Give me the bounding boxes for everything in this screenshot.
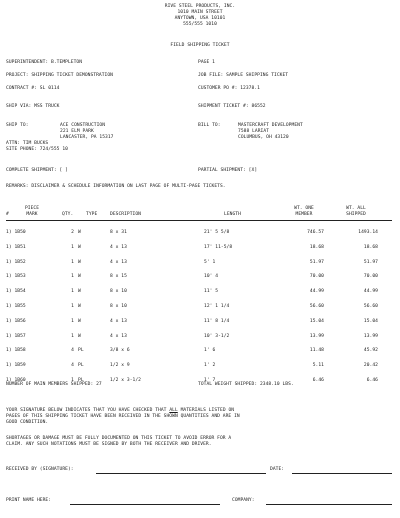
print-name-line[interactable] (70, 504, 220, 505)
qty-cell: 1 (71, 244, 74, 250)
col-wt-all-header: SHIPPED (346, 212, 366, 217)
col-wt-one-header: MEMBER (295, 212, 313, 217)
description-cell: 8 x 15 (110, 274, 127, 280)
wt-all-cell: 13.99 (363, 333, 378, 339)
description-cell: 4 x 13 (110, 244, 127, 250)
signature-note: PAGES OF THIS SHIPPING TICKET HAVE BEEN RECEIVED IN THE SHOWN QUANTITIES AND ARE IN (6, 414, 240, 419)
attn: ATTN: TIM BUCKS (6, 141, 49, 146)
wt-all-cell: 70.00 (363, 274, 378, 280)
description-cell: 1/2 x 9 (110, 363, 130, 369)
project: PROJECT: SHIPPING TICKET DEMONSTRATION (6, 73, 113, 78)
shortage-note: SHORTAGES OR DAMAGE MUST BE FULLY DOCUMENTED ON THIS TICKET TO AVOID ERROR FOR A (6, 436, 232, 441)
col-description-header: DESCRIPTION (110, 212, 141, 217)
main-members-shipped: NUMBER OF MAIN MEMBERS SHIPPED: 27 (6, 382, 102, 387)
wt-one-cell: 5.11 (312, 363, 324, 369)
wt-all-cell: 44.99 (363, 289, 378, 295)
piece-mark-cell: 1) 1B58 (6, 348, 26, 354)
bill-to-line: 7588 LARIAT (238, 129, 269, 134)
wt-all-cell: 1493.14 (358, 230, 378, 235)
qty-cell: 2 (71, 230, 74, 235)
piece-mark-cell: 1) 1B51 (6, 244, 26, 250)
wt-one-cell: 15.04 (309, 318, 324, 324)
type-cell: PL (78, 363, 84, 369)
company-label: COMPANY: (232, 498, 255, 503)
wt-all-cell: 51.97 (363, 259, 378, 265)
length-cell: 10' 4 (204, 274, 219, 280)
received-by-label: RECEIVED BY (SIGNATURE): (6, 467, 74, 472)
job-file: JOB FILE: SAMPLE SHIPPING TICKET (198, 73, 289, 78)
length-cell: 1' 2 (204, 363, 216, 369)
table-header-rule (6, 220, 392, 221)
piece-mark-cell: 1) 1B55 (6, 304, 26, 309)
type-cell: W (78, 333, 81, 339)
wt-all-cell: 45.92 (363, 348, 378, 354)
qty-cell: 1 (71, 274, 74, 280)
col-piece-mark-header: MARK (26, 212, 38, 217)
signature-note: GOOD CONDITION. (6, 420, 49, 425)
wt-all-cell: 6.46 (366, 378, 378, 383)
description-cell: 3/8 x 6 (110, 348, 130, 354)
type-cell: W (78, 244, 81, 250)
qty-cell: 4 (71, 363, 74, 369)
type-cell: W (78, 274, 81, 280)
col-wt-all-header: WT. ALL (346, 206, 366, 211)
wt-one-cell: 56.60 (309, 304, 324, 309)
wt-one-cell: 70.00 (309, 274, 324, 280)
ship-via: SHIP VIA: MSS TRUCK (6, 104, 60, 109)
col-type-header: TYPE (86, 212, 98, 217)
piece-mark-cell: 1) 1B52 (6, 259, 26, 265)
length-cell: 12' 1 1/4 (204, 304, 230, 309)
wt-one-cell: 11.48 (309, 348, 324, 354)
wt-all-cell: 20.42 (363, 363, 378, 369)
customer-po: CUSTOMER PO #: 12378.1 (198, 86, 260, 91)
date-label: DATE: (270, 467, 285, 472)
length-cell: 5' 1 (204, 259, 216, 265)
ship-to-line: LANCASTER, PA 15317 (60, 135, 114, 140)
length-cell: 17' 11-5/8 (204, 244, 233, 250)
company-phone: 555/555 1010 (183, 22, 217, 27)
type-cell: W (78, 304, 81, 309)
description-cell: 8 x 10 (110, 304, 127, 309)
bill-to-line: MASTERCRAFT DEVELOPMENT (238, 123, 303, 128)
description-cell: 8 x 31 (110, 230, 127, 235)
description-cell: 1/2 x 3-1/2 (110, 378, 141, 383)
length-cell: 11' 5 (204, 289, 219, 295)
date-line[interactable] (292, 473, 392, 474)
piece-mark-cell: 1) 1B60 (6, 378, 26, 383)
length-cell: 1' 6 (204, 348, 216, 354)
company-name: RIVE STEEL PRODUCTS, INC. (164, 4, 236, 9)
length-cell: 1' 7 (204, 378, 216, 383)
company-line[interactable] (266, 504, 392, 505)
superintendent: SUPERINTENDENT: B.TEMPLETON (6, 60, 83, 65)
ship-to-label: SHIP TO: (6, 123, 29, 128)
qty-cell: 1 (71, 259, 74, 265)
shortage-note: CLAIM. ANY SUCH NOTATIONS MUST BE SIGNED BY BOTH THE RECEIVER AND DRIVER. (6, 442, 212, 447)
type-cell: W (78, 230, 81, 235)
document-title: FIELD SHIPPING TICKET (170, 43, 230, 48)
description-cell: 4 x 13 (110, 333, 127, 339)
col-qty-header: QTY. (62, 212, 74, 217)
type-cell: W (78, 318, 81, 324)
qty-cell: 1 (71, 289, 74, 295)
received-by-signature-line[interactable] (96, 473, 266, 474)
print-name-label: PRINT NAME HERE: (6, 498, 52, 503)
qty-cell: 1 (71, 318, 74, 324)
qty-cell: 1 (71, 304, 74, 309)
wt-all-cell: 56.60 (363, 304, 378, 309)
partial-shipment-checkbox: PARTIAL SHIPMENT: [X] (198, 168, 258, 173)
wt-one-cell: 51.97 (309, 259, 324, 265)
col-number-sign: # (6, 212, 9, 217)
piece-mark-cell: 1) 1B50 (6, 230, 26, 235)
col-wt-one-header: WT. ONE (294, 206, 314, 211)
piece-mark-cell: 1) 1B59 (6, 363, 26, 369)
description-cell: 8 x 10 (110, 289, 127, 295)
company-city: ANYTOWN, USA 10101 (174, 16, 226, 21)
wt-one-cell: 44.99 (309, 289, 324, 295)
bill-to-line: COLUMBUS, OH 43120 (238, 135, 289, 140)
qty-cell: 4 (71, 348, 74, 354)
complete-shipment-checkbox: COMPLETE SHIPMENT: [ ] (6, 168, 68, 173)
col-length-header: LENGTH (224, 212, 241, 217)
length-cell: 10' 3-1/2 (204, 333, 230, 339)
wt-one-cell: 13.99 (309, 333, 324, 339)
wt-all-cell: 15.04 (363, 318, 378, 324)
qty-cell: 1 (71, 333, 74, 339)
piece-mark-cell: 1) 1B54 (6, 289, 26, 295)
type-cell: W (78, 289, 81, 295)
col-piece-mark-header: PIECE (24, 206, 40, 211)
wt-all-cell: 18.68 (363, 244, 378, 250)
type-cell: PL (78, 378, 84, 383)
ship-to-line: ACE CONSTRUCTION (60, 123, 106, 128)
emphasis-all: ALL (169, 408, 178, 413)
piece-mark-cell: 1) 1B53 (6, 274, 26, 280)
page-number: PAGE 1 (198, 60, 215, 65)
qty-cell: 1 (71, 378, 74, 383)
description-cell: 4 x 13 (110, 318, 127, 324)
description-cell: 4 x 13 (110, 259, 127, 265)
shipment-ticket-number: SHIPMENT TICKET #: 86552 (198, 104, 266, 109)
type-cell: PL (78, 348, 84, 354)
length-cell: 11' 8 1/4 (204, 318, 230, 324)
wt-one-cell: 746.57 (307, 230, 324, 235)
contract-number: CONTRACT #: SL 0114 (6, 86, 60, 91)
wt-one-cell: 6.46 (312, 378, 324, 383)
type-cell: W (78, 259, 81, 265)
company-address: 1010 MAIN STREET (177, 10, 223, 15)
remarks: REMARKS: DISCLAIMER & SCHEDULE INFORMATION ON LAST PAGE OF MULTI-PAGE TICKETS. (6, 184, 226, 189)
piece-mark-cell: 1) 1B56 (6, 318, 26, 324)
total-weight-shipped: TOTAL WEIGHT SHIPPED: 2348.10 LBS. (198, 382, 294, 387)
wt-one-cell: 18.68 (309, 244, 324, 250)
length-cell: 21' 5 5/8 (204, 230, 230, 235)
site-phone: SITE PHONE: 724/555 10 (6, 147, 68, 152)
piece-mark-cell: 1) 1B57 (6, 333, 26, 339)
ship-to-line: 221 ELM PARK (60, 129, 94, 134)
bill-to-label: BILL TO: (198, 123, 221, 128)
signature-note: YOUR SIGNATURE BELOW INDICATES THAT YOU HAVE CHECKED THAT ALL MATERIALS LISTED ON (6, 408, 235, 413)
